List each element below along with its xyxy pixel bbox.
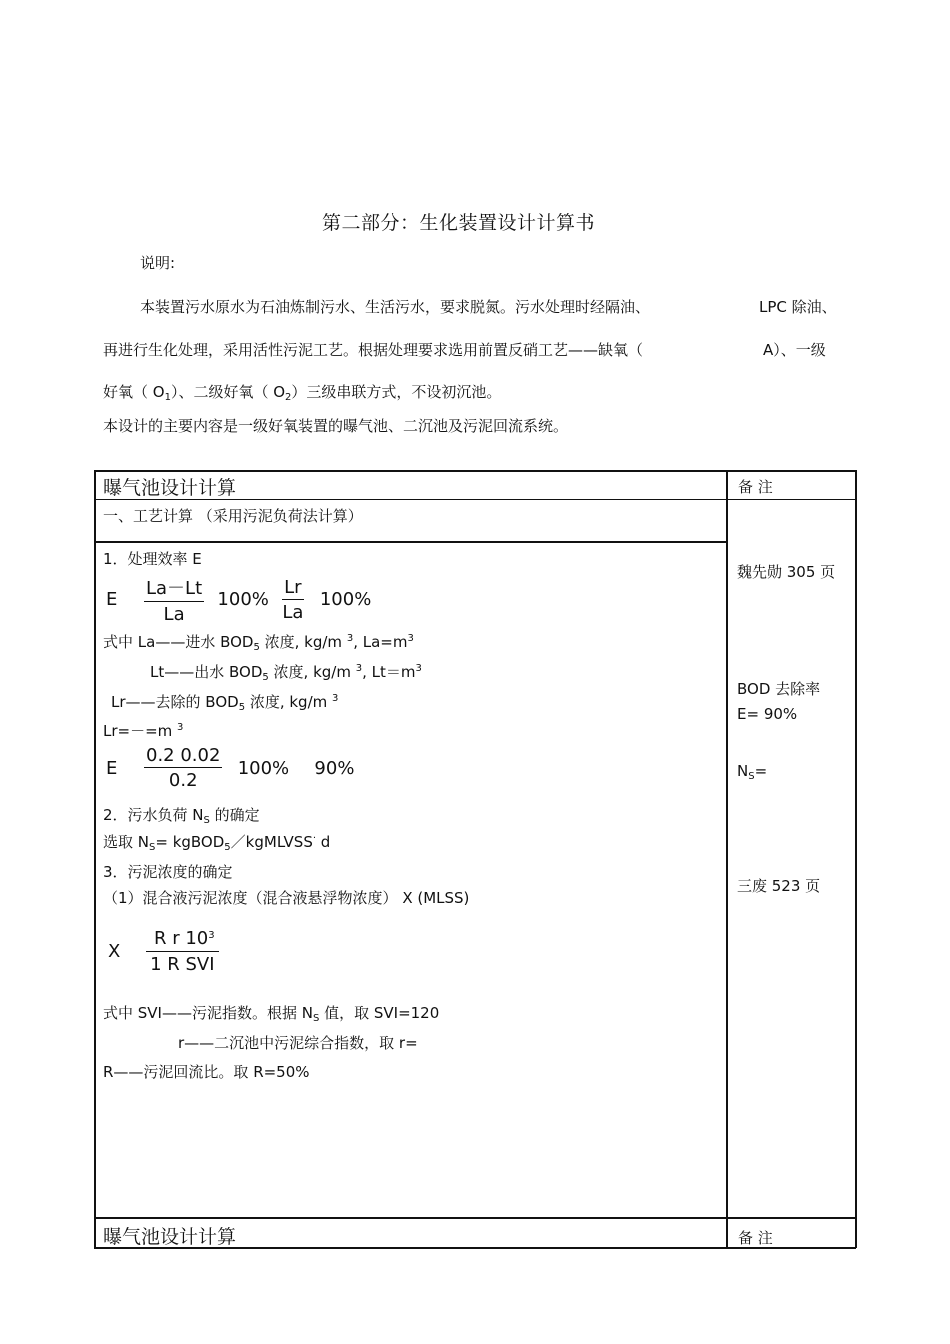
where-lr-value: Lr=－=m $^3$ (103, 722, 184, 740)
intro-paragraph-line-4: 本设计的主要内容是一级好氧装置的曝气池、二沉池及污泥回流系统。 (103, 417, 569, 435)
table-border-top (94, 470, 856, 472)
note-ns: $N_S=$ (737, 762, 768, 782)
where-r-index: r——二沉池中污泥综合指数，取 r= (178, 1034, 418, 1052)
equation-efficiency-value: E $\frac{0.2 0.02}{0.2}$ 100% 90% (106, 745, 355, 791)
intro-paragraph-line-1b: LPC 除油、 (759, 298, 837, 316)
table-header-title: 曝气池设计计算 (103, 477, 237, 499)
intro-paragraph-line-1a: 本装置污水原水为石油炼制污水、生活污水，要求脱氮。污水处理时经隔油、 (140, 298, 651, 316)
note-reference-1: 魏先勋 305 页 (737, 563, 836, 581)
where-la: 式中 La——进水 $BOD_5$ 浓度, kg/m $^3$, $La=m^3$ (103, 633, 414, 653)
table-footer-note: 备 注 (738, 1229, 773, 1247)
table-bottom-divider (94, 1217, 856, 1219)
where-lr: Lr——去除的 $BOD_5$ 浓度, kg/m $^3$ (111, 693, 339, 713)
page-title: 第二部分：生化装置设计计算书 (322, 212, 596, 234)
where-lt: Lt——出水 $BOD_5$ 浓度, kg/m $^3$, $Lt=m^3$ (150, 663, 422, 683)
step2-selection: 选取 $N_S=$ kgBOD$_5$／kgMLVSS· d (103, 833, 331, 853)
note-reference-2: 三废 523 页 (737, 877, 821, 895)
equation-mlss: X $\frac{R r 10^3}{\text{1 R SVI}}$ (108, 928, 219, 975)
table-section-divider (94, 541, 726, 543)
intro-paragraph-line-2b: A）、一级 (763, 341, 826, 359)
where-svi: 式中 SVI——污泥指数。根据 $N_S$ 值，取 SVI=120 (103, 1004, 440, 1024)
step3-heading: 3．污泥浓度的确定 (103, 863, 233, 881)
section-heading: 一、工艺计算 （采用污泥负荷法计算） (103, 507, 363, 525)
table-border-right (855, 470, 857, 1248)
step3-subheading: （1）混合液污泥浓度（混合液悬浮物浓度） X (MLSS) (103, 889, 470, 907)
intro-label: 说明: (140, 254, 176, 272)
step2-heading: 2．污水负荷 $N_S$ 的确定 (103, 806, 260, 826)
table-header-note: 备 注 (738, 478, 773, 496)
table-column-divider (726, 470, 728, 1248)
table-footer-title: 曝气池设计计算 (103, 1226, 237, 1248)
note-bod-removal-value: E= 90% (737, 705, 798, 723)
intro-paragraph-line-2a: 再进行生化处理，采用活性污泥工艺。根据处理要求选用前置反硝工艺——缺氧（ (103, 341, 644, 359)
step1-heading: 1．处理效率 E (103, 550, 202, 568)
table-border-left (94, 470, 96, 1248)
equation-efficiency: E $\frac{La-Lt}{La}$ 100% $\frac{Lr}{La}$ 100% (106, 574, 388, 625)
where-return-ratio: R——污泥回流比。取 R=50% (103, 1063, 310, 1081)
intro-paragraph-line-3: 好氧（ $O_1$）、二级好氧（ $O_2$）三级串联方式，不设初沉池。 (103, 383, 502, 403)
note-bod-removal-label: BOD 去除率 (737, 680, 821, 698)
